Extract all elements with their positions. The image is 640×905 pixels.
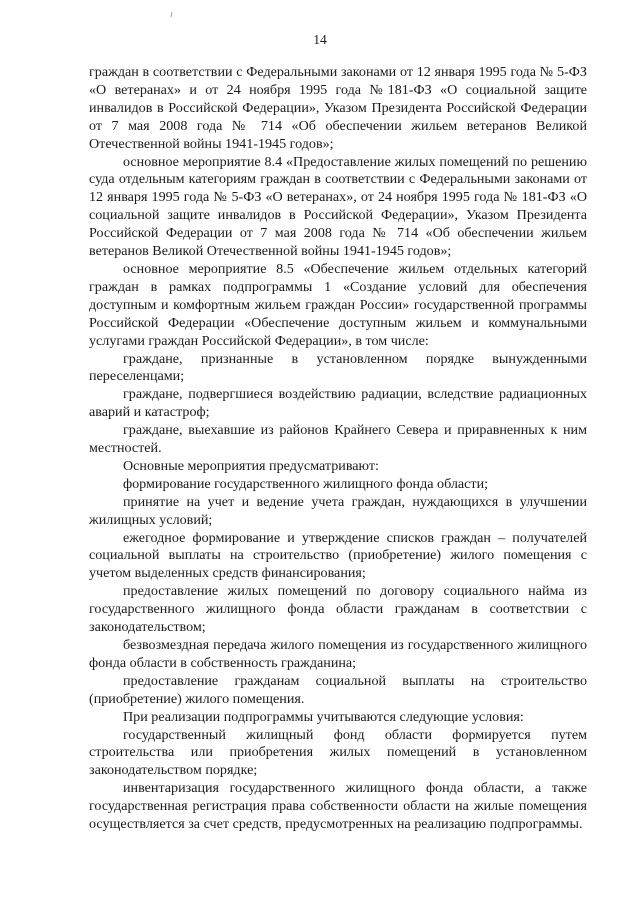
paragraph-registration: принятие на учет и ведение учета граждан, нуждающихся в улучшении жилищных условий; xyxy=(89,493,587,528)
body-text xyxy=(89,64,587,834)
page-number: 14 xyxy=(313,32,327,47)
scan-speck xyxy=(171,12,173,17)
paragraph-social-payment: предоставление гражданам социальной выплаты на строительство (приобретение) жилого помещения. xyxy=(89,672,587,707)
paragraph-inventory: инвентаризация государственного жилищного фонда области, а также государственная регистрация права собственности области на жилые помещения осуществляется за счет средств, предусмотренных на реализацию подпрограммы. xyxy=(89,780,587,833)
paragraph-measure-8-4: основное мероприятие 8.4 «Предоставление жилых помещений по решению суда отдельным категориям граждан в соответствии с Федеральными законами от 12 января 1995 года № 5-ФЗ «О ветеранах», от 24 ноября 1995 года № 181-ФЗ «О социальной защите инвалидов в Российской Федерации», Указом Президента Российской Федерации от 7 мая 2008 года № 714 «Об обеспечении жильем ветеранов Великой Отечественной войны 1941-1945 годов»; xyxy=(89,153,587,260)
paragraph-forced-migrants: граждане, признанные в установленном порядке вынужденными переселенцами; xyxy=(89,350,587,385)
paragraph-fund-formation: государственный жилищный фонд области формируется путем строительства или приобретения жилых помещений в установленном законодательством порядке; xyxy=(89,726,587,779)
paragraph-radiation-victims: граждане, подвергшиеся воздействию радиации, вследствие радиационных аварий и катастроф; xyxy=(89,386,587,421)
paragraph-measure-8-5: основное мероприятие 8.5 «Обеспечение жильем отдельных категорий граждан в рамках подпрограммы 1 «Создание условий для обеспечения доступным и комфортным жильем граждан России» государственной программы Российской Федерации «Обеспечение доступным жильем и коммунальными услугами граждан Российской Федерации», в том числе: xyxy=(89,260,587,349)
paragraph-conditions-intro: При реализации подпрограммы учитываются следующие условия: xyxy=(123,708,524,725)
paragraph-main-measures-intro: Основные мероприятия предусматривают: xyxy=(123,457,379,474)
paragraph-continuation: граждан в соответствии с Федеральными законами от 12 января 1995 года № 5-ФЗ «О ветеранах» и от 24 ноября 1995 года №181-ФЗ «О социальной защите инвалидов в Российской Федерации», Указом Президента Российской Федерации от 7 мая 2008 года № 714 «Об обеспечении жильем ветеранов Великой Отечественной войны 1941-1945 годов»; xyxy=(89,64,587,152)
paragraph-social-tenancy: предоставление жилых помещений по договору социального найма из государственного жилищного фонда области гражданам в соответствии с законодательством; xyxy=(89,583,587,636)
paragraph-annual-lists: ежегодное формирование и утверждение списков граждан – получателей социальной выплаты на строительство (приобретение) жилого помещения с учетом выделенных средств финансирования; xyxy=(89,529,587,582)
paragraph-housing-fund: формирование государственного жилищного фонда области; xyxy=(123,475,489,492)
paragraph-far-north: граждане, выехавшие из районов Крайнего Севера и приравненных к ним местностей. xyxy=(89,422,587,457)
paragraph-free-transfer: безвозмездная передача жилого помещения из государственного жилищного фонда области в собственность гражданина; xyxy=(89,637,587,671)
